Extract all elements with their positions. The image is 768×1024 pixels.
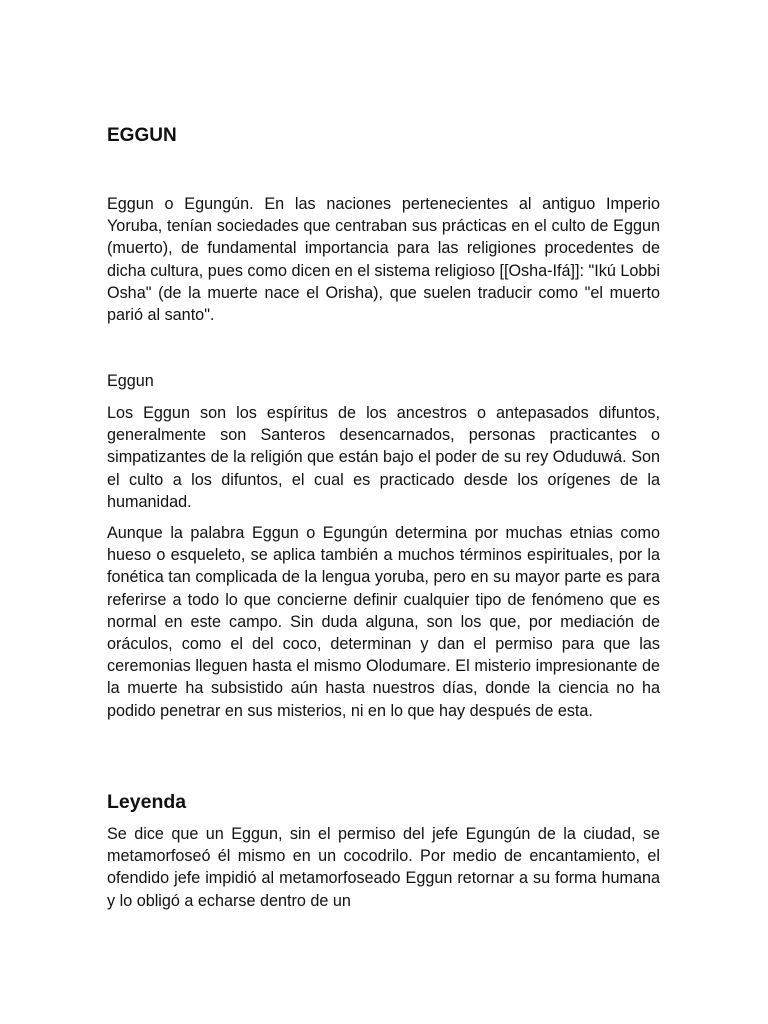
- intro-paragraph: Eggun o Egungún. En las naciones pertenecientes al antiguo Imperio Yoruba, tenían sociedades que centraban sus prácticas en el culto de Eggun (muerto), de fundamental importancia para las religiones procedentes de dicha cultura, pues como dicen en el sistema religioso [[Osha-Ifá]]: "Ikú Lobbi Osha" (de la muerte nace el Orisha), que suelen traducir como "el muerto parió al santo".: [107, 195, 660, 325]
- eggun-paragraph-2: Aunque la palabra Eggun o Egungún determina por muchas etnias como hueso o esqueleto, se aplica también a muchos términos espirituales, por la fonética tan complicada de la lengua yoruba, pero en su mayor parte es para referirse a todo lo que concierne definir cualquier tipo de fenómeno que es normal en este campo. Sin duda alguna, son los que, por mediación de oráculos, como el del coco, determinan y dan el permiso para que las ceremonias lleguen hasta el mismo Olodumare. El misterio impresionante de la muerte ha subsistido aún hasta nuestros días, donde la ciencia no ha podido penetrar en sus misterios, ni en lo que hay después de esta.: [107, 524, 660, 720]
- section-label-eggun: Eggun: [107, 372, 154, 390]
- leyenda-paragraph-1: Se dice que un Eggun, sin el permiso del jefe Egungún de la ciudad, se metamorfoseó él mismo en un cocodrilo. Por medio de encantamiento, el ofendido jefe impidió al metamorfoseado Eggun retornar a su forma humana y lo obligó a echarse dentro de un: [107, 825, 660, 910]
- eggun-paragraph-1: Los Eggun son los espíritus de los ancestros o antepasados difuntos, generalmente son Santeros desencarnados, personas practicantes o simpatizantes de la religión que están bajo el poder de su rey Oduduwá. Son el culto a los difuntos, el cual es practicado desde los orígenes de la humanidad.: [107, 404, 660, 511]
- section-heading-leyenda: Leyenda: [107, 791, 187, 813]
- document-title: EGGUN: [107, 125, 177, 146]
